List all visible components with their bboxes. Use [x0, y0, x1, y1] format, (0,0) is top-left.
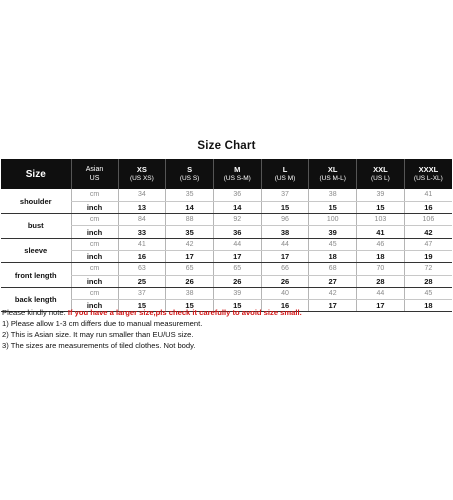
measurement-label: shoulder [1, 189, 71, 214]
row-bust-cm [1, 214, 452, 226]
size-col-m [213, 159, 261, 189]
size-main: S [187, 165, 193, 174]
size-sub: (US L) [371, 175, 390, 182]
note-line-2: 2) This is Asian size. It may run smaller than EU/US size. [2, 330, 194, 339]
cell-inch: 41 [357, 226, 405, 238]
size-col-l [261, 159, 309, 189]
cell-cm: 44 [213, 238, 261, 250]
unit-cm: cm [71, 214, 118, 226]
cell-inch: 26 [261, 275, 309, 287]
cell-cm: 65 [213, 263, 261, 275]
size-header: Size [1, 159, 71, 189]
cell-inch: 17 [309, 300, 357, 312]
cell-cm: 70 [357, 263, 405, 275]
size-main: M [234, 165, 241, 174]
note-warning-line [2, 307, 452, 318]
cell-inch: 18 [357, 250, 405, 262]
cell-inch: 17 [261, 250, 309, 262]
cell-cm: 37 [118, 287, 166, 299]
size-chart-table [1, 159, 452, 312]
measurement-label: front length [1, 263, 71, 288]
row-shoulder-cm [1, 189, 452, 201]
cell-cm: 106 [404, 214, 452, 226]
cell-cm: 45 [404, 287, 452, 299]
measurement-label: back length [1, 287, 71, 312]
cell-inch: 17 [213, 250, 261, 262]
us-label: US [89, 175, 100, 182]
cell-inch: 26 [213, 275, 261, 287]
size-sub: (US M-L) [319, 175, 346, 182]
cell-inch: 27 [309, 275, 357, 287]
cell-cm: 42 [166, 238, 214, 250]
cell-inch: 16 [118, 250, 166, 262]
size-col-xs [118, 159, 166, 189]
size-chart-body [1, 189, 452, 312]
unit-inch: inch [71, 226, 118, 238]
cell-cm: 38 [166, 287, 214, 299]
cell-cm: 96 [261, 214, 309, 226]
cell-cm: 47 [404, 238, 452, 250]
cell-cm: 84 [118, 214, 166, 226]
cell-inch: 13 [118, 201, 166, 213]
cell-inch: 15 [261, 201, 309, 213]
cell-cm: 44 [357, 287, 405, 299]
note-line-1: 1) Please allow 1-3 cm differs due to manual measurement. [2, 319, 203, 328]
size-main: XS [136, 165, 147, 174]
cell-inch: 15 [213, 300, 261, 312]
cell-cm: 35 [166, 189, 214, 201]
note-warning: If you have a larger size,pls check it carefully to avoid size small. [67, 308, 302, 317]
row-front-length-cm [1, 263, 452, 275]
cell-inch: 17 [357, 300, 405, 312]
cell-inch: 38 [261, 226, 309, 238]
cell-inch: 28 [404, 275, 452, 287]
unit-inch: inch [71, 250, 118, 262]
cell-cm: 39 [213, 287, 261, 299]
cell-inch: 16 [261, 300, 309, 312]
unit-inch: inch [71, 300, 118, 312]
unit-cm: cm [71, 238, 118, 250]
cell-cm: 46 [357, 238, 405, 250]
cell-inch: 14 [213, 201, 261, 213]
cell-cm: 39 [357, 189, 405, 201]
cell-cm: 66 [261, 263, 309, 275]
cell-inch: 42 [404, 226, 452, 238]
cell-inch: 17 [166, 250, 214, 262]
cell-cm: 34 [118, 189, 166, 201]
cell-inch: 15 [309, 201, 357, 213]
size-sub: (US XS) [129, 175, 154, 182]
unit-inch: inch [71, 201, 118, 213]
cell-cm: 37 [261, 189, 309, 201]
size-col-xxl [357, 159, 405, 189]
cell-cm: 88 [166, 214, 214, 226]
size-col-xxxl [404, 159, 452, 189]
note-prefix: Please kindly note: [2, 308, 68, 317]
size-col-s [166, 159, 214, 189]
cell-inch: 18 [309, 250, 357, 262]
unit-inch: inch [71, 275, 118, 287]
cell-cm: 41 [404, 189, 452, 201]
size-main: XL [327, 165, 338, 174]
asian-us-header [71, 159, 118, 189]
cell-inch: 36 [213, 226, 261, 238]
size-sub: (US M) [274, 175, 296, 182]
measurement-label: bust [1, 214, 71, 239]
size-col-xl [309, 159, 357, 189]
cell-cm: 65 [166, 263, 214, 275]
size-main: L [282, 165, 288, 174]
cell-cm: 103 [357, 214, 405, 226]
cell-inch: 26 [166, 275, 214, 287]
cell-cm: 44 [261, 238, 309, 250]
cell-cm: 45 [309, 238, 357, 250]
cell-cm: 38 [309, 189, 357, 201]
cell-inch: 15 [166, 300, 214, 312]
cell-cm: 36 [213, 189, 261, 201]
measurement-label: sleeve [1, 238, 71, 263]
size-sub: (US S-M) [223, 175, 251, 182]
cell-cm: 100 [309, 214, 357, 226]
cell-cm: 41 [118, 238, 166, 250]
cell-inch: 15 [357, 201, 405, 213]
size-main: XXXL [418, 165, 439, 174]
unit-cm: cm [71, 189, 118, 201]
size-sub: (US S) [179, 175, 200, 182]
cell-inch: 19 [404, 250, 452, 262]
cell-inch: 35 [166, 226, 214, 238]
size-main: XXL [373, 165, 388, 174]
cell-inch: 28 [357, 275, 405, 287]
header-row [1, 159, 452, 189]
cell-cm: 42 [309, 287, 357, 299]
cell-cm: 92 [213, 214, 261, 226]
cell-inch: 16 [404, 201, 452, 213]
asian-label: Asian [85, 166, 104, 173]
row-back-length-cm [1, 287, 452, 299]
unit-cm: cm [71, 263, 118, 275]
cell-inch: 15 [118, 300, 166, 312]
cell-cm: 68 [309, 263, 357, 275]
cell-cm: 72 [404, 263, 452, 275]
cell-inch: 14 [166, 201, 214, 213]
size-chart-title: Size Chart [197, 140, 256, 152]
unit-cm: cm [71, 287, 118, 299]
notes-section [2, 307, 452, 351]
row-sleeve-cm [1, 238, 452, 250]
note-line-3: 3) The sizes are measurements of tiled clothes. Not body. [2, 341, 196, 350]
cell-inch: 18 [404, 300, 452, 312]
cell-cm: 40 [261, 287, 309, 299]
size-sub: (US L-XL) [413, 175, 443, 182]
cell-cm: 63 [118, 263, 166, 275]
cell-inch: 25 [118, 275, 166, 287]
cell-inch: 39 [309, 226, 357, 238]
cell-inch: 33 [118, 226, 166, 238]
